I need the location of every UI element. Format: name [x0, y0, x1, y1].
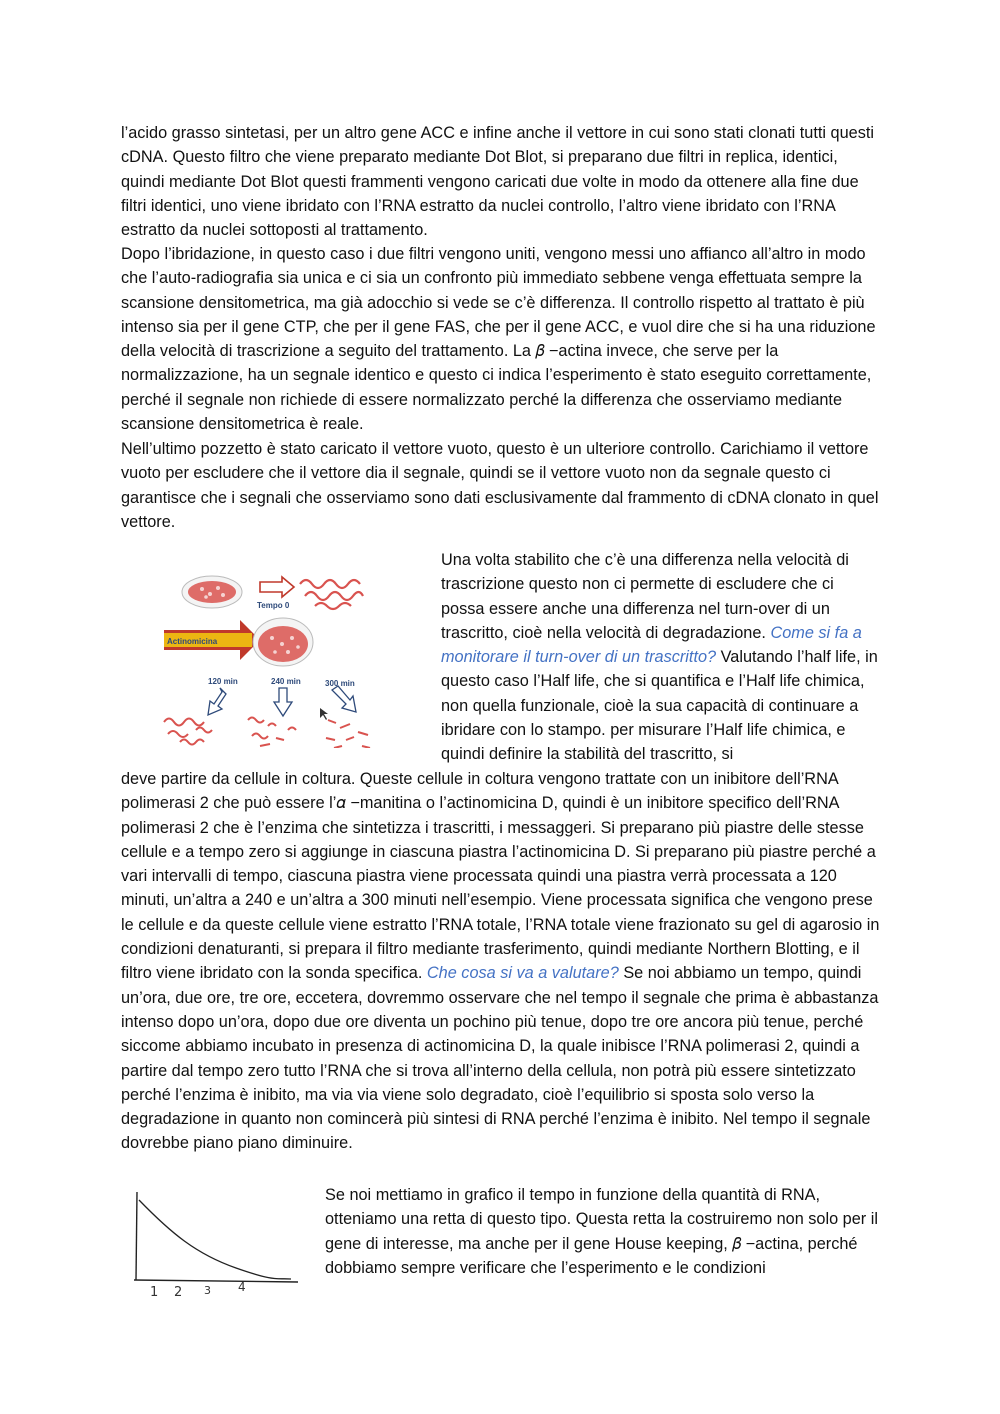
paragraph-5 [121, 767, 881, 1156]
decay-curve-chart [126, 1188, 306, 1300]
label-actinomicina: Actinomicina [167, 637, 218, 646]
down-arrow-icon [274, 688, 292, 716]
question-turnover: Come si fa a monitorare il turn-over di un trascritto? [441, 623, 862, 667]
arrow-icon [260, 577, 294, 597]
label-120min: 120 min [208, 677, 238, 686]
question-valutare: Che cosa si va a valutare? [426, 964, 619, 983]
down-arrow-icon [332, 686, 356, 712]
paragraph-4 [441, 548, 881, 767]
label-tempo0: Tempo 0 [257, 601, 290, 610]
paragraph-5-text-a: deve partire da cellule in coltura. Queste cellule in coltura vengono trattate con un inibitore dell’RNA polimerasi 2 che può essere l’𝛼 −manitina o l’actinomicina D, quindi è un inibitore specifico dell’RNA polimerasi 2 che è l’enzima che sintetizza i trascritti, i messaggeri. Si preparano più piastre delle stesse cellule e a tempo zero si aggiunge in ciascuna piastra l’actinomicina D. Si preparano più piastre perché a vari intervalli di tempo, ciascuna piastra viene processata quindi una piastra verrà processata a 120 minuti, un’altra a 240 e un’altra a 300 minuti nell’esempio. Viene processata significa che vengono prese le cellule e da queste cellule viene estratto l’RNA totale, l’RNA totale viene frazionato su gel di agarosio in condizioni denaturanti, si prepara il filtro mediante trasferimento, quindi mediante Northern Blotting, e il filtro viene ibridato con la sonda specifica. [121, 770, 880, 983]
decay-sketch [126, 1188, 306, 1300]
label-300min: 300 min [325, 679, 355, 688]
degraded-rna [164, 718, 370, 749]
paragraph-1: l’acido grasso sintetasi, per un altro gene ACC e infine anche il vettore in cui sono stati clonati tutti questi cDNA. Questo filtro che viene preparato mediante Dot Blot, si preparano due filtri in replica, identici, quindi mediante Dot Blot questi frammenti vengono caricati due volte in modo da ottenere alla fine due filtri identici, uno viene ibridato con l’RNA estratto da nuclei controllo, l’altro viene ibridato con l’RNA estratto da nuclei sottoposti al trattamento. [121, 124, 874, 240]
paragraph-3: Nell’ultimo pozzetto è stato caricato il vettore vuoto, questo è un ulteriore controllo. Carichiamo il vettore vuoto per escludere che il vettore dia il segnale, quindi se il vettore vuoto non da segnale questo ci garantisce che i segnali che osserviamo sono dati esclusivamente dal frammento di cDNA clonato in quel vettore. [121, 440, 879, 531]
tick-label: 1 [150, 1285, 159, 1300]
paragraph-4-text-b: Valutando l’half life, in questo caso l’Half life, che si quantifica e l’Half life chimica, non quella funzionale, cioè la sua capacità di continuare a ibridare con lo stampo. per misurare l’Half life chimica, e quindi definire la stabilità del trascritto, si [441, 648, 878, 764]
down-arrow-icon [208, 688, 226, 715]
actinomycin-figure [160, 570, 390, 748]
label-240min: 240 min [271, 677, 301, 686]
tick-label: 3 [204, 1284, 211, 1297]
actinomycin-diagram [160, 570, 390, 748]
rna-strand [300, 580, 360, 588]
paragraph-4-text-a: Una volta stabilito che c’è una differenza nella velocità di trascrizione questo non ci permette di escludere che ci possa essere anche una differenza nel turn-over di un trascritto, cioè nella velocità di degradazione. [441, 551, 849, 642]
tick-label: 2 [174, 1285, 183, 1300]
cursor-icon [320, 708, 328, 720]
x-axis [134, 1280, 298, 1282]
decay-curve [139, 1200, 291, 1279]
paragraph-2: Dopo l’ibridazione, in questo caso i due filtri vengono uniti, vengono messi uno affianco all’altro in modo che l’auto-radiografia sia unica e ci sia un confronto più immediato sebbene venga effettuata sempre la scansione densitometrica, ma già adocchio si vede se c’è differenza. Il controllo rispetto al trattato è più intenso sia per il gene CTP, che per il gene FAS, che per il gene ACC, e vuol dire che si ha una riduzione della velocità di trascrizione a seguito del trattamento. La 𝛽 −actina invece, che serve per la normalizzazione, ha un segnale identico e questo ci indica l’esperimento è stato eseguito correttamente, perché il segnale non richiede di essere normalizzato perché la differenza che osserviamo mediante scansione densitometrica è reale. [121, 245, 876, 434]
paragraph-5-text-b: Se noi abbiamo un tempo, quindi un’ora, due ore, tre ore, eccetera, dovremmo osservare che nel tempo il segnale che prima è abbastanza intenso dopo un’ora, dopo due ore diventa un pochino più tenue, dopo tre ore ancora più tenue, perché siccome abbiamo incubato in presenza di actinomicina D, la quale inibisce l’RNA polimerasi 2, quindi a partire dal tempo zero tutto l’RNA che si trova all’interno della cellula, non potrà più essere sintetizzato perché l’enzima è inibito, ma via via viene solo degradato, cioè l’equilibrio si sposta solo verso la degradazione in quanto non comincerà più sintesi di RNA perché l’enzima è inibito. Nel tempo il segnale dovrebbe piano piano diminuire. [121, 964, 879, 1153]
paragraph-6: Se noi mettiamo in grafico il tempo in funzione della quantità di RNA, otteniamo una retta di questo tipo. Questa retta la costruiremo non solo per il gene di interesse, ma anche per il gene House keeping, 𝛽 −actina, perché dobbiamo sempre verificare che l’esperimento e le condizioni [325, 1186, 878, 1277]
y-axis [136, 1192, 137, 1280]
tick-label: 4 [238, 1280, 246, 1294]
